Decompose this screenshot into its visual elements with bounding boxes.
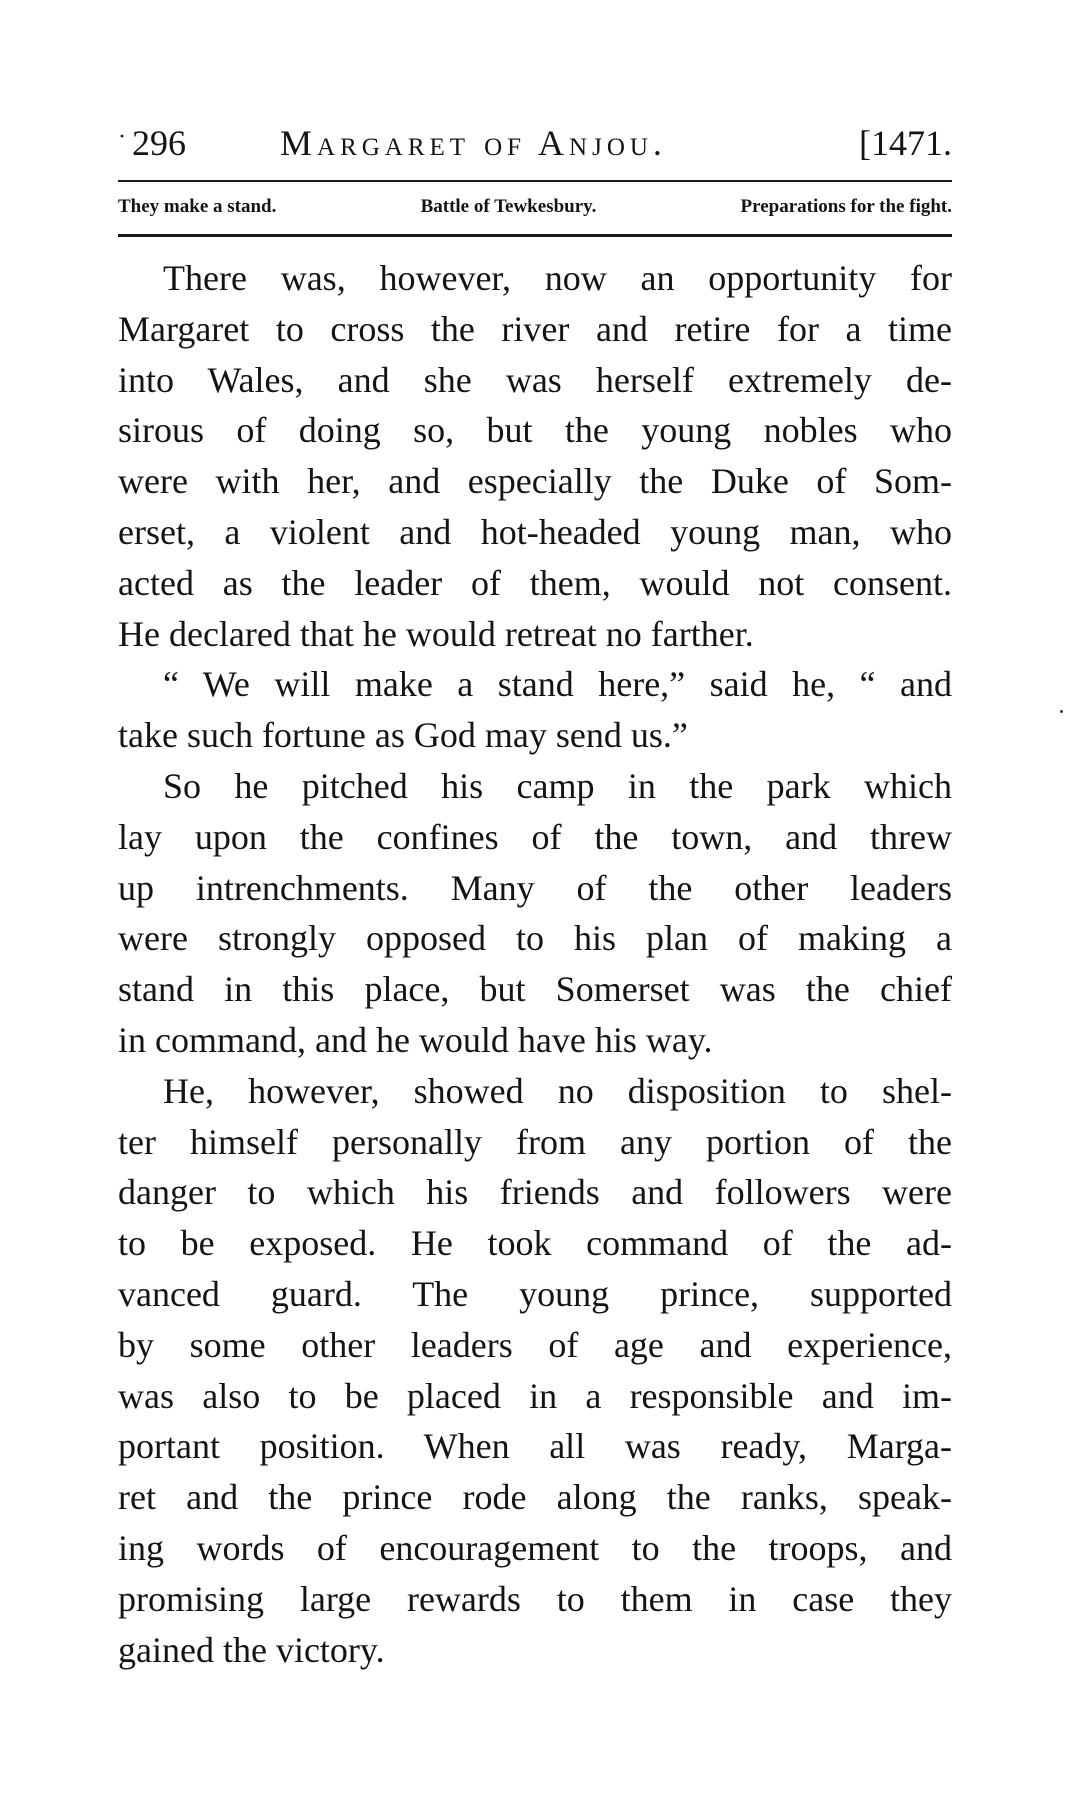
topic-item: They make a stand. [118,196,277,217]
text-line: promising large rewards to them in case they [118,1578,952,1619]
text-line: vanced guard. The young prince, supported [118,1273,952,1314]
text-line: ter himself personally from any portion of the [118,1121,952,1162]
text-line: to be exposed. He took command of the ad- [118,1223,952,1264]
text-line: stand in this place, but Somerset was the chief [118,969,952,1010]
paragraph [118,761,952,1066]
text-line: He declared that he would retreat no farther. [118,613,754,654]
text-line: He, however, showed no disposition to shel- [163,1070,952,1111]
running-head [118,114,952,168]
text-line: So he pitched his camp in the park which [163,765,952,806]
text-line: ret and the prince rode along the ranks, speak- [118,1477,952,1518]
topic-line [118,196,952,226]
paragraph [118,1066,952,1676]
book-title: Margaret of Anjou. [280,123,667,163]
text-line: “ We will make a stand here,” said he, “ and [163,664,952,705]
header-rule-top [118,180,952,182]
text-line: acted as the leader of them, would not consent. [118,562,952,603]
paragraph [118,253,952,659]
topic-item: Preparations for the fight. [740,196,952,217]
topic-item: Battle of Tewkesbury. [420,196,597,217]
text-line: take such fortune as God may send us.” [118,715,688,756]
text-line: were strongly opposed to his plan of making a [118,918,952,959]
page-number: 296 [132,123,186,163]
paragraph [118,659,952,761]
text-line: There was, however, now an opportunity for [163,258,952,298]
text-line: was also to be placed in a responsible and im- [118,1375,952,1416]
text-line: ing words of encouragement to the troops, and [118,1527,952,1568]
margin-speck [1060,710,1063,713]
text-line: by some other leaders of age and experience, [118,1324,952,1365]
text-line: Margaret to cross the river and retire for a time [118,308,952,349]
body-text [118,253,952,1675]
margin-mark: · [118,124,126,150]
text-line: lay upon the confines of the town, and threw [118,816,952,857]
text-line: erset, a violent and hot-headed young man, who [118,511,952,552]
header-rule-bottom [118,234,952,237]
text-line: portant position. When all was ready, Marga- [118,1426,952,1467]
year-marker: [1471. [859,123,952,163]
text-line: into Wales, and she was herself extremely de- [118,359,952,400]
text-line: in command, and he would have his way. [118,1019,713,1060]
text-line: were with her, and especially the Duke of Som- [118,461,952,502]
text-line: danger to which his friends and followers were [118,1172,952,1213]
text-line: sirous of doing so, but the young nobles who [118,410,952,451]
text-line: gained the victory. [118,1629,385,1670]
text-line: up intrenchments. Many of the other leaders [118,867,952,908]
